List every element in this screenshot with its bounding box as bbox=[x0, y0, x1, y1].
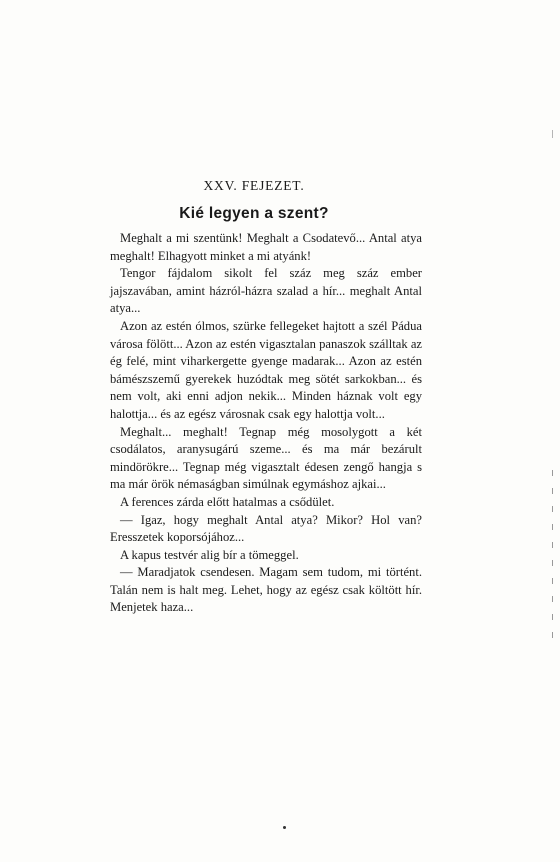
paragraph: Meghalt... meghalt! Tegnap még mosolygott a két csodálatos, aranysugárú szeme... és ma már bezárult mindörökre... Tegnap még vigasztalt édesen zengő hangja s ma már örök némaságban simúlnak egymáshoz ajkai... bbox=[110, 424, 422, 492]
paragraph: A ferences zárda előtt hatalmas a csődület. bbox=[120, 494, 335, 509]
scan-mark bbox=[552, 130, 553, 138]
paragraph: — Igaz, hogy meghalt Antal atya? Mikor? Hol van? Eresszetek koporsójához... bbox=[110, 512, 422, 545]
scan-mark bbox=[552, 470, 553, 640]
chapter-title: Kié legyen a szent? bbox=[179, 205, 329, 222]
paragraph: A kapus testvér alig bír a tömeggel. bbox=[120, 547, 299, 562]
paragraph: Meghalt a mi szentünk! Meghalt a Csodatevő... Antal atya meghalt! Elhagyott minket a mi atyánk! bbox=[110, 231, 422, 263]
chapter-body bbox=[110, 230, 422, 617]
paragraph: — Maradjatok csendesen. Magam sem tudom, mi történt. Talán nem is halt meg. Lehet, hogy az egész csak költött hír. Menjetek haza... bbox=[110, 565, 422, 615]
chapter-number: XXV. FEJEZET. bbox=[203, 178, 305, 193]
paragraph: Azon az estén ólmos, szürke fellegeket hajtott a szél Pádua városa fölött... Azon az estén vigasztalan panaszok szálltak az ég felé, mint viharkergette gyenge madarak... Azon az estén bámészszemű gyerekek huzódtak meg sötét sarkokban... és nem volt, aki enni adjon nekik... Minden háznak volt egy halottja... és az egész városnak csak egy halottja volt... bbox=[110, 318, 422, 421]
page-dot bbox=[283, 826, 286, 829]
paragraph: Tengor fájdalom sikolt fel száz meg száz ember jajszavában, amint házról-házra szalad a hír... meghalt Antal atya... bbox=[110, 266, 422, 316]
